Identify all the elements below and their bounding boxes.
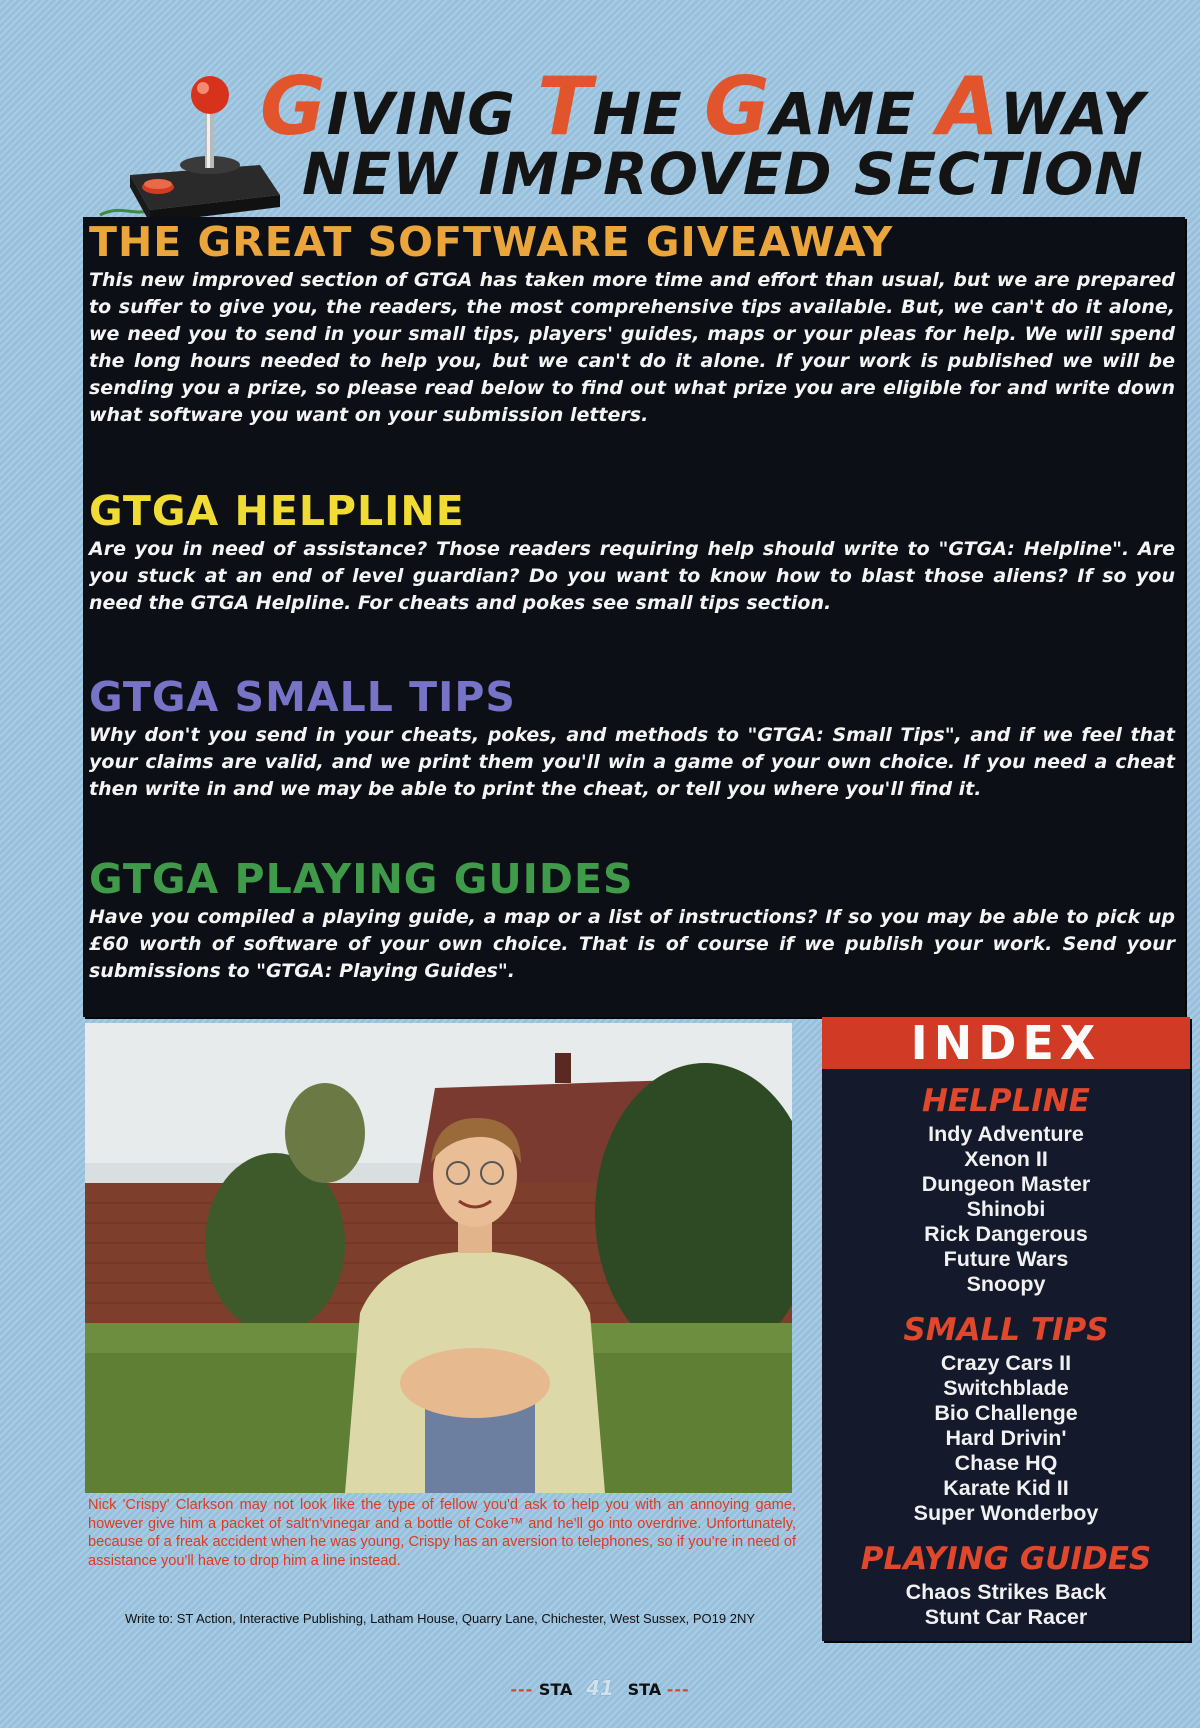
info-panel bbox=[83, 217, 1185, 1017]
index-panel bbox=[822, 1017, 1190, 1641]
joystick-icon bbox=[90, 65, 280, 225]
footer-dash-icon: --- bbox=[510, 1680, 534, 1699]
section-body: This new improved section of GTGA has taken more time and effort than usual, but we are prepared to suffer to give you, the readers, the most comprehensive tips available. But, we can't do it alone, we need you to send in your small tips, players' guides, maps or your pleas for help. We will spend the long hours needed to help you, but we can't do it alone. If your work is published we will be sending you a prize, so please read below to find out what prize you are eligible for and write down what software you want on your submission letters. bbox=[89, 269, 1175, 427]
index-item: Bio Challenge bbox=[934, 1401, 1078, 1425]
index-item: Crazy Cars II bbox=[940, 1351, 1072, 1375]
index-item: Super Wonderboy bbox=[913, 1501, 1099, 1525]
footer-right-label: STA bbox=[627, 1680, 662, 1699]
index-item: Rick Dangerous bbox=[924, 1222, 1088, 1246]
index-item: Chaos Strikes Back bbox=[905, 1580, 1107, 1604]
index-heading: SMALL TIPS bbox=[903, 1312, 1109, 1348]
photo-illustration bbox=[85, 1023, 792, 1493]
index-item: Hard Drivin' bbox=[945, 1426, 1067, 1450]
index-item: Snoopy bbox=[966, 1272, 1046, 1296]
title-word-1-cap: G bbox=[260, 60, 327, 153]
index-heading: HELPLINE bbox=[921, 1083, 1090, 1119]
photo bbox=[85, 1023, 792, 1493]
page-header bbox=[80, 55, 1190, 215]
page-footer bbox=[400, 1676, 800, 1700]
index-item: Stunt Car Racer bbox=[924, 1605, 1088, 1629]
section-title: THE GREAT SOFTWARE GIVEAWAY bbox=[89, 218, 894, 266]
title-word-3-cap: G bbox=[704, 60, 771, 153]
section-title: GTGA SMALL TIPS bbox=[89, 673, 516, 721]
section-title: GTGA HELPLINE bbox=[89, 487, 465, 535]
title-word-4-cap: A bbox=[937, 60, 1001, 153]
index-heading: PLAYING GUIDES bbox=[860, 1541, 1152, 1577]
index-group-playing-guides bbox=[822, 1540, 1190, 1630]
section-body: Why don't you send in your cheats, pokes, and methods to "GTGA: Small Tips", and if we feel that your claims are valid, and we print them you'll win a game of your own choice. If you need a cheat then write in and we may be able to print the cheat, or tell you where you'll find it. bbox=[89, 724, 1175, 801]
index-item: Future Wars bbox=[943, 1247, 1069, 1271]
title-word-2-rest: HE bbox=[592, 80, 704, 148]
index-group-helpline bbox=[822, 1082, 1190, 1297]
index-list bbox=[822, 1082, 1190, 1644]
title-word-3-rest: AME bbox=[770, 80, 938, 148]
page-number: 41 bbox=[586, 1676, 614, 1700]
footer-dash-icon: --- bbox=[666, 1680, 690, 1699]
mailing-address: Write to: ST Action, Interactive Publishing, Latham House, Quarry Lane, Chichester, West Sussex, PO19 2NY bbox=[124, 1611, 756, 1626]
title-word-1-rest: IVING bbox=[326, 80, 538, 148]
index-item: Dungeon Master bbox=[921, 1172, 1091, 1196]
footer-left-label: STA bbox=[538, 1680, 573, 1699]
index-group-small-tips bbox=[822, 1311, 1190, 1526]
title-word-4-rest: WAY bbox=[1000, 80, 1146, 148]
section-helpline bbox=[89, 489, 1175, 617]
index-item: Chase HQ bbox=[954, 1451, 1058, 1475]
index-item: Xenon II bbox=[964, 1147, 1048, 1171]
index-title: INDEX bbox=[822, 1017, 1190, 1069]
index-item: Switchblade bbox=[943, 1376, 1069, 1400]
section-playing-guides bbox=[89, 857, 1175, 985]
index-item: Shinobi bbox=[966, 1197, 1046, 1221]
section-body: Have you compiled a playing guide, a map or a list of instructions? If so you may be able to pick up £60 worth of software of your own choice. That is of course if we publish your work. Send your submissions to "GTGA: Playing Guides". bbox=[89, 906, 1175, 983]
section-small-tips bbox=[89, 675, 1175, 803]
title-word-2-cap: T bbox=[537, 60, 593, 153]
page-title bbox=[260, 60, 1146, 153]
index-item: Indy Adventure bbox=[928, 1122, 1084, 1146]
section-software-giveaway bbox=[89, 220, 1175, 429]
index-item: Karate Kid II bbox=[943, 1476, 1069, 1500]
page-subtitle: NEW IMPROVED SECTION bbox=[302, 140, 1144, 208]
section-title: GTGA PLAYING GUIDES bbox=[89, 855, 634, 903]
photo-caption: Nick 'Crispy' Clarkson may not look like the type of fellow you'd ask to help you with an annoying game, however give him a packet of salt'n'vinegar and a bottle of Coke™ and he'll go into overdrive. Unfortunately, because of a freak accident when he was young, Crispy has an aversion to telephones, so if you're in need of assistance you'll have to drop him a line instead. bbox=[88, 1497, 796, 1569]
section-body: Are you in need of assistance? Those readers requiring help should write to "GTGA: Helpline". Are you stuck at an end of level guardian? Do you want to know how to blast those aliens? If so you need the GTGA Helpline. For cheats and pokes see small tips section. bbox=[89, 538, 1175, 615]
